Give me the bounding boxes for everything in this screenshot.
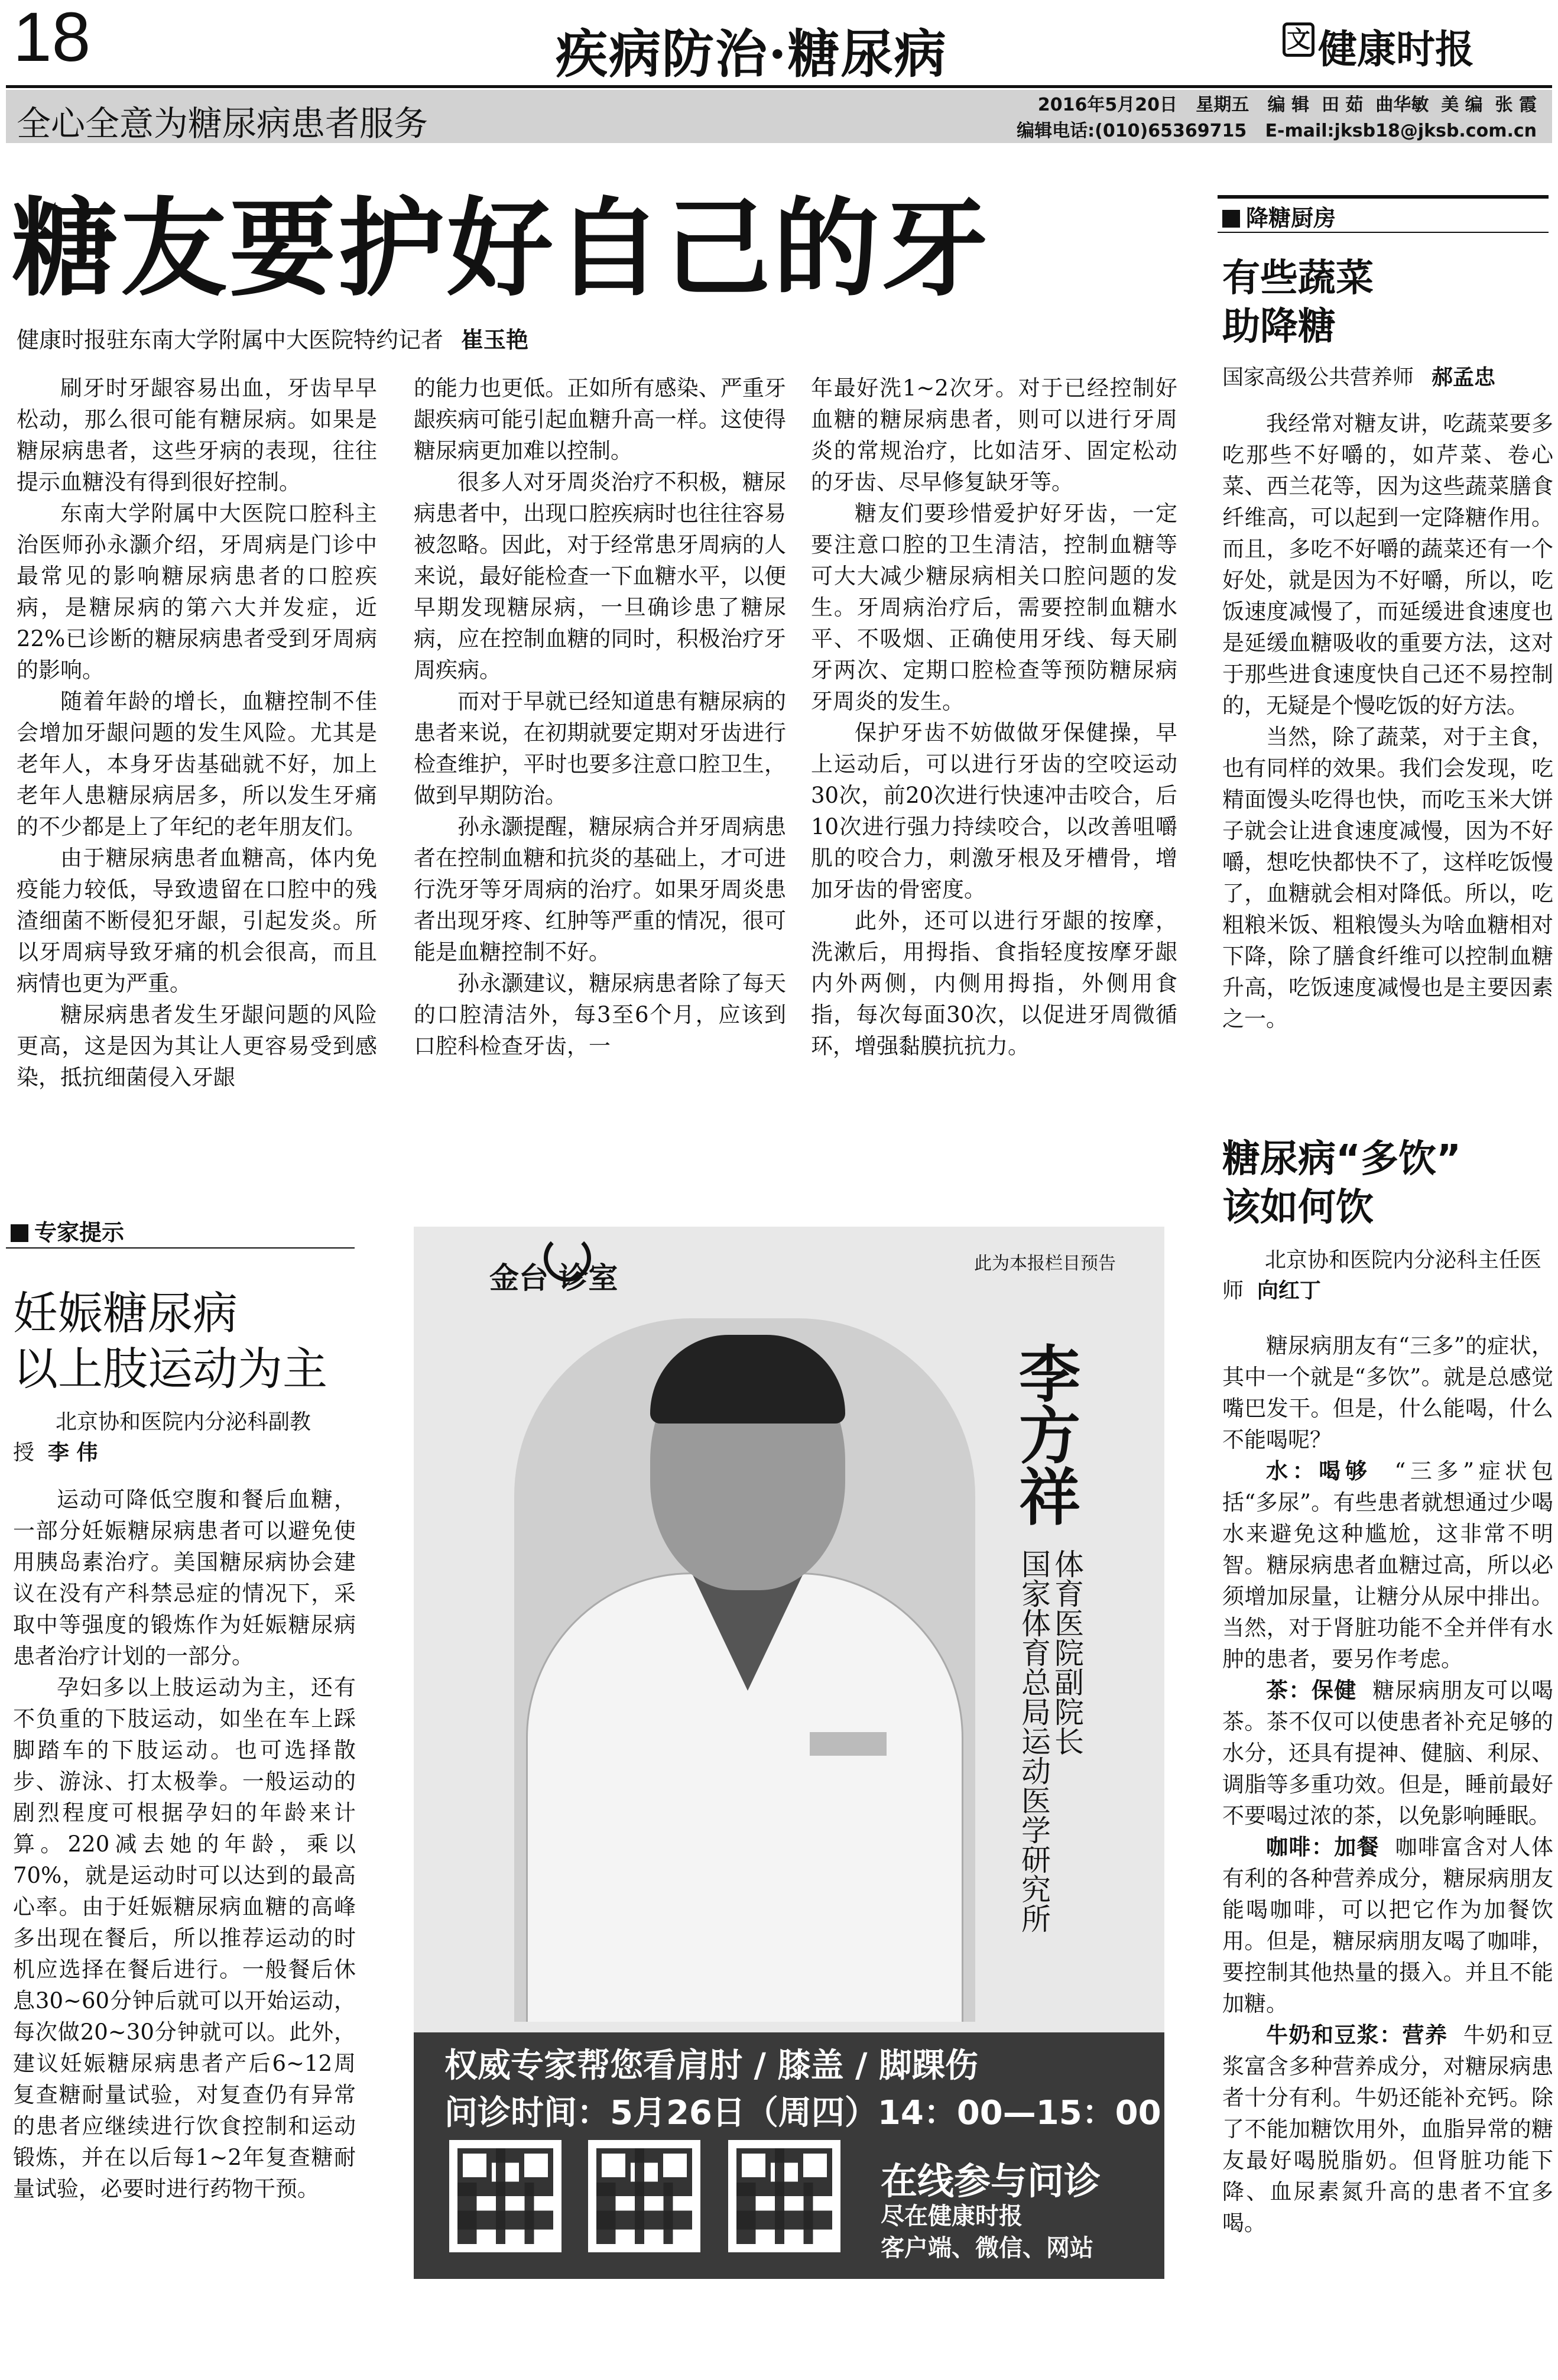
title-line: 有些蔬菜: [1222, 257, 1374, 300]
main-article-column-3: [811, 372, 1177, 1062]
qr-code-icon: [596, 2148, 692, 2244]
paragraph: [1222, 1831, 1553, 2019]
author-name: 郝孟忠: [1432, 365, 1496, 390]
author-name: 李 伟: [47, 1441, 98, 1465]
title-line: 该如何饮: [1222, 1186, 1374, 1230]
doctor-photo: [514, 1318, 975, 2022]
doctor-affiliation: 国家体育总局运动医学研究所: [1017, 1549, 1051, 1933]
promo-channel-line: 尽在健康时报: [881, 2203, 1023, 2230]
paragraph: [1222, 1455, 1553, 1675]
author-title: 北京协和医院内分泌科副教授: [13, 1410, 311, 1465]
paragraph: 而对于早就已经知道患有糖尿病的患者来说，在初期就要定期对牙齿进行检查维护，平时也要多注意口腔卫生，做到早期防治。: [414, 689, 786, 808]
name-badge: [810, 1732, 887, 1756]
article-title: [13, 1286, 327, 1397]
paragraph: 年最好洗1~2次牙。对于已经控制好血糖的糖尿病患者，则可以进行牙周炎的常规治疗，比如洁牙、固定松动的牙齿、尽早修复缺牙等。: [811, 375, 1177, 495]
paragraph: 随着年龄的增长，血糖控制不佳会增加牙龈问题的发生风险。尤其是老年人，本身牙齿基础就不好，加上老年人患糖尿病居多，所以发生牙痛的不少都是上了年纪的老年朋友们。: [17, 689, 377, 839]
paragraph: 孕妇多以上肢运动为主，还有不负重的下肢运动，如坐在车上踩脚踏车的下肢运动。也可选择散步、游泳、打太极拳。一般运动的剧烈程度可根据孕妇的年龄来计算。220减去她的年龄，乘以70%，就是运动时可以达到的最高心率。由于妊娠糖尿病血糖的高峰多出现在餐后，所以推荐运动的时机应选择在餐后进行。一般餐后休息30~60分钟后就可以开始运动，每次做20~30分钟就可以。此外，建议妊娠糖尿病患者产后6~12周复查糖耐量试验，对复查仍有异常的患者应继续进行饮食控制和运动锻炼，并在以后每1~2年复查糖耐量试验，必要时进行药物干预。: [13, 1675, 356, 2201]
title-line: 糖尿病“多饮”: [1222, 1137, 1462, 1181]
section-divider: [1218, 232, 1549, 233]
paragraph: 当然，除了蔬菜，对于主食，也有同样的效果。我们会发现，吃精面馒头吃得也快，而吃玉米大饼子就会让进食速度减慢，因为不好嚼，想吃快都快不了，这样吃饭慢了，血糖就会相对降低。所以，吃粗粮米饭、粗粮馒头为啥血糖相对下降，除了膳食纤维可以控制血糖升高，吃饭速度减慢也是主要因素之一。: [1222, 724, 1553, 1032]
clinic-logo: 金台 诊室: [489, 1260, 618, 1295]
doctor-title: 体育医院副院长: [1050, 1549, 1084, 1756]
byline-prefix: 健康时报驻东南大学附属中大医院特约记者: [17, 327, 444, 353]
paragraph: 运动可降低空腹和餐后血糖，一部分妊娠糖尿病患者可以避免使用胰岛素治疗。美国糖尿病协会建议在没有产科禁忌症的情况下，采取中等强度的锻炼作为妊娠糖尿病患者治疗计划的一部分。: [13, 1487, 356, 1669]
title-line: 助降糖: [1222, 305, 1336, 349]
paragraph: 我经常对糖友讲，吃蔬菜要多吃那些不好嚼的，如芹菜、卷心菜、西兰花等，因为这些蔬菜膳食纤维高，可以起到一定降糖作用。而且，多吃不好嚼的蔬菜还有一个好处，就是因为不好嚼，所以，吃饭速度减慢了，而延缓进食速度也是延缓血糖吸收的重要方法，这对于那些进食速度快自己还不易控制的，无疑是个慢吃饭的好方法。: [1222, 411, 1553, 718]
consultation-time: 问诊时间：5月26日（周四）14：00—15：00: [444, 2094, 1161, 2132]
item-lead: 牛奶和豆浆：营养: [1266, 2022, 1448, 2048]
promo-headline: 权威专家帮您看肩肘 / 膝盖 / 脚踝伤: [444, 2047, 978, 2085]
paragraph: 很多人对牙周炎治疗不积极，糖尿病患者中，出现口腔疾病时也往往容易被忽略。因此，对于经常患牙周病的人来说，最好能检查一下血糖水平，以便早期发现糖尿病，一旦确诊患了糖尿病，应在控制血糖的同时，积极治疗牙周疾病。: [414, 469, 786, 683]
article-author: [13, 1407, 356, 1468]
square-bullet-icon: [11, 1224, 28, 1242]
item-lead: 水：喝够: [1266, 1458, 1372, 1484]
paragraph: 孙永灏提醒，糖尿病合并牙周病患者在控制血糖和抗炎的基础上，才可进行洗牙等牙周病的治疗。如果牙周炎患者出现牙疼、红肿等严重的情况，很可能是血糖控制不好。: [414, 814, 786, 965]
main-article-byline: [17, 322, 528, 354]
promo-channel-line: 客户端、微信、网站: [881, 2235, 1093, 2262]
brand-logo-icon: 文: [1283, 22, 1314, 57]
doctor-hair: [650, 1335, 845, 1424]
qr-code[interactable]: [728, 2140, 840, 2252]
author-title: 北京协和医院内分泌科主任医师: [1222, 1248, 1542, 1303]
promo-online-cta: 在线参与问诊: [881, 2159, 1101, 2203]
qr-code-icon: [457, 2148, 553, 2244]
item-text: 咖啡富含对人体有利的各种营养成分，糖尿病朋友能喝咖啡，可以把它作为加餐饮用。但是，糖尿病朋友喝了咖啡，要控制其他热量的摄入。并且不能加糖。: [1222, 1834, 1554, 2016]
main-article-column-2: [414, 372, 786, 1062]
section-title: 疾病防治·糖尿病: [556, 23, 947, 85]
paragraph: 孙永灏建议，糖尿病患者除了每天的口腔清洁外，每3至6个月，应该到口腔科检查牙齿，一: [414, 971, 786, 1059]
item-text: “三多”症状包括“多尿”。有些患者就想通过少喝水来避免这种尴尬，这非常不明智。糖尿病患者血糖过高，所以必须增加尿量，让糖分从尿中排出。当然，对于肾脏功能不全并伴有水肿的患者，要另作考虑。: [1222, 1458, 1553, 1672]
paragraph: 糖尿病患者发生牙龈问题的风险更高，这是因为其让人更容易受到感染，抵抗细菌侵入牙龈: [17, 1002, 377, 1090]
main-article-headline: 糖友要护好自己的牙: [12, 186, 991, 311]
qr-code[interactable]: [588, 2140, 700, 2252]
section-divider: [6, 1247, 355, 1249]
author-name: 向红丁: [1257, 1279, 1321, 1303]
qr-code-icon: [736, 2148, 832, 2244]
page-number: 18: [13, 0, 91, 76]
paragraph: [1222, 1675, 1553, 1831]
article-body: [1222, 1330, 1553, 2239]
item-text: 牛奶和豆浆富含多种营养成分，对糖尿病患者十分有利。牛奶还能补充钙。除了不能加糖饮用外，血脂异常的糖友最好喝脱脂奶。但肾脏功能下降、血尿素氮升高的患者不宜多喝。: [1222, 2022, 1554, 2236]
article-body: [1222, 408, 1553, 1035]
section-label-expert-tips: [11, 1214, 124, 1247]
section-label-text: 降糖厨房: [1246, 205, 1336, 231]
paragraph: 由于糖尿病患者血糖高，体内免疫能力较低，导致遗留在口腔中的残渣细菌不断侵犯牙龈，引起发炎。所以牙周病导致牙痛的机会很高，而且病情也更为严重。: [17, 845, 377, 996]
paragraph: 保护牙齿不妨做做牙保健操，早上运动后，可以进行牙齿的空咬运动30次，前20次进行快速冲击咬合，后10次进行强力持续咬合，以改善咀嚼肌的咬合力，刺激牙根及牙槽骨，增加牙齿的骨密度。: [811, 720, 1177, 902]
section-label-text: 专家提示: [34, 1220, 125, 1246]
main-article-column-1: [17, 372, 377, 1093]
byline-name: 崔玉艳: [461, 327, 529, 353]
item-text: 糖尿病朋友可以喝茶。茶不仅可以使患者补充足够的水分，还具有提神、健脑、利尿、调脂等多重功效。但是，睡前最好不要喝过浓的茶，以免影响睡眠。: [1222, 1678, 1554, 1828]
issue-meta-date-editors: 2016年5月20日 星期五 编 辑 田 茹 曲华敏 美 编 张 霞: [1037, 95, 1537, 115]
paragraph: [1222, 2019, 1553, 2239]
section-slogan: 全心全意为糖尿病患者服务: [17, 105, 429, 143]
issue-meta-contact: 编辑电话:(010)65369715 E-mail:jksb18@jksb.com.cn: [1017, 121, 1537, 141]
item-lead: 茶：保健: [1266, 1677, 1357, 1703]
section-label-kitchen: [1222, 200, 1336, 232]
paragraph: 糖友们要珍惜爱护好牙齿，一定要注意口腔的卫生清洁，控制血糖等可大大减少糖尿病相关口腔问题的发生。牙周病治疗后，需要控制血糖水平、不吸烟、正确使用牙线、每天刷牙两次、定期口腔检查等预防糖尿病牙周炎的发生。: [811, 501, 1177, 714]
qr-code[interactable]: [449, 2140, 561, 2252]
paragraph: 刷牙时牙龈容易出血，牙齿早早松动，那么很可能有糖尿病。如果是糖尿病患者，这些牙病的表现，往往提示血糖没有得到很好控制。: [17, 375, 377, 495]
doctor-name: 李方祥: [1008, 1342, 1081, 1526]
author-title: 国家高级公共营养师: [1222, 365, 1414, 390]
header-rule: [6, 85, 1552, 88]
paragraph: 东南大学附属中大医院口腔科主治医师孙永灏介绍，牙周病是门诊中最常见的影响糖尿病患者的口腔疾病，是糖尿病的第六大并发症，近22%已诊断的糖尿病患者受到牙周病的影响。: [17, 501, 377, 683]
title-line: 妊娠糖尿病: [13, 1289, 238, 1339]
article-title: [1222, 254, 1374, 351]
article-author: [1222, 1245, 1553, 1306]
promo-notice: 此为本报栏目预告: [974, 1253, 1116, 1274]
paragraph: 糖尿病朋友有“三多”的症状，其中一个就是“多饮”。就是总感觉嘴巴发干。但是，什么能喝，什么不能喝呢？: [1222, 1333, 1553, 1452]
promo-channels: [881, 2200, 1093, 2264]
paragraph: 此外，还可以进行牙龈的按摩，洗漱后，用拇指、食指轻度按摩牙龈内外两侧，内侧用拇指，外侧用食指，每次每面30次，以促进牙周微循环，增强黏膜抗抗力。: [811, 908, 1177, 1059]
title-line: 以上肢运动为主: [13, 1344, 327, 1395]
article-author: [1222, 361, 1495, 391]
right-column-rule: [1218, 195, 1549, 199]
paragraph: 的能力也更低。正如所有感染、严重牙龈疾病可能引起血糖升高一样。这使得糖尿病更加难以控制。: [414, 375, 786, 463]
square-bullet-icon: [1222, 210, 1240, 228]
article-body: [13, 1484, 356, 2204]
newspaper-brand: 健康时报: [1318, 26, 1474, 72]
item-lead: 咖啡：加餐: [1266, 1834, 1380, 1860]
article-title: [1222, 1135, 1461, 1232]
